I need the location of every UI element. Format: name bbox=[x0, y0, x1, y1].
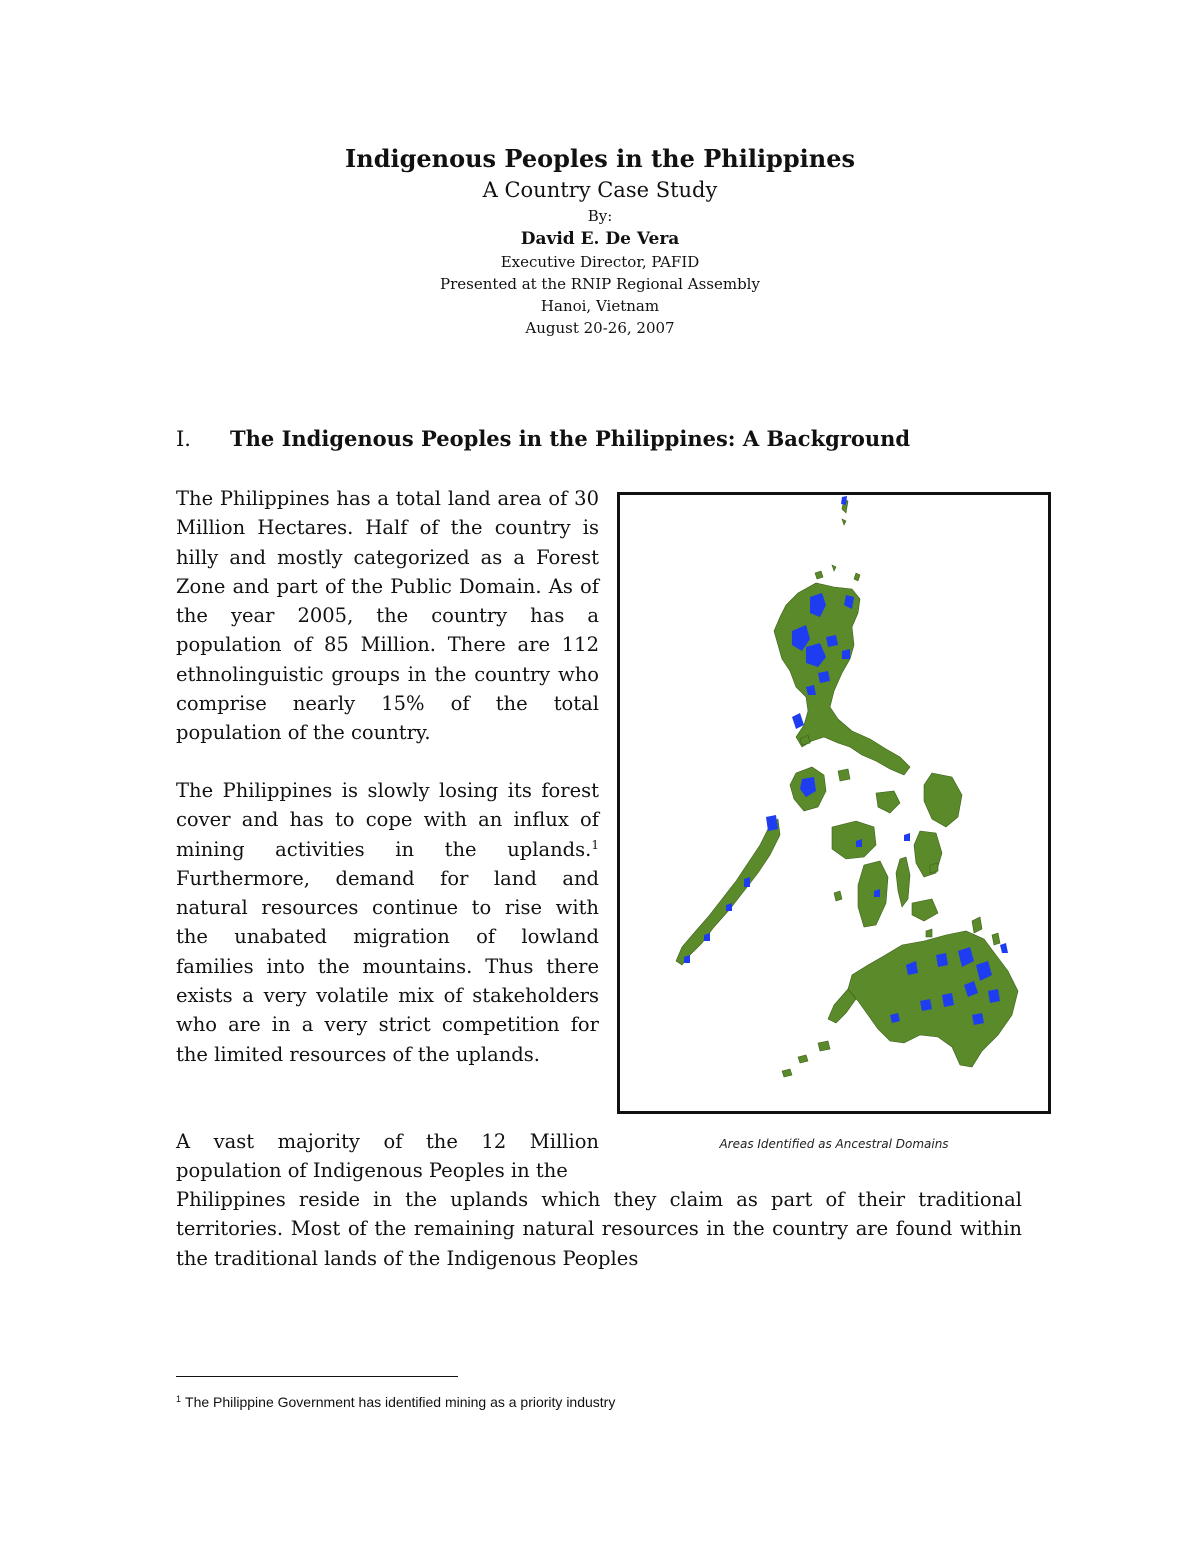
presented-at: Presented at the RNIP Regional Assembly bbox=[440, 275, 760, 293]
section-number: I. bbox=[176, 427, 191, 451]
paragraph-land-area: The Philippines has a total land area of 30 Million Hectares. Half of the country is hilly and mostly categorized as a Forest Zone and part of the Public Domain. As of the year 2005, the country has a population of 85 Million. There are 112 ethnolinguistic groups in the country who comprise nearly 15% of the total population of the country. bbox=[176, 487, 599, 745]
author-position: Executive Director, PAFID bbox=[500, 253, 700, 271]
date: August 20-26, 2007 bbox=[525, 319, 675, 337]
section-title: The Indigenous Peoples in the Philippines: A Background bbox=[230, 426, 911, 451]
philippines-map bbox=[620, 495, 1048, 1111]
paragraph-majority-continued: Philippines reside in the uplands which they claim as part of their traditional territories. Most of the remaining natural resources in the country are found within the traditional lands of the Indigenous Peoples bbox=[176, 1188, 1022, 1270]
footnote-divider bbox=[176, 1376, 458, 1377]
by-label: By: bbox=[587, 207, 613, 225]
section-heading bbox=[176, 424, 910, 454]
paragraph-forest-cover-text: The Philippines is slowly losing its forest cover and has to cope with an influx of mining activities in the uplands. bbox=[176, 779, 599, 861]
footnote-reference[interactable]: 1 bbox=[591, 837, 599, 852]
map-caption: Areas Identified as Ancestral Domains bbox=[719, 1137, 949, 1151]
footnote-text: The Philippine Government has identified mining as a priority industry bbox=[185, 1394, 616, 1410]
document-title: Indigenous Peoples in the Philippines bbox=[345, 144, 855, 173]
paragraph-forest-cover-continued: Furthermore, demand for land and natural resources continue to rise with the unabated migration of lowland families into the mountains. Thus there exists a very volatile mix of stakeholders who are in a very strict competition for the limited resources of the uplands. bbox=[176, 866, 599, 1066]
philippines-map-figure bbox=[617, 492, 1051, 1114]
document-subtitle: A Country Case Study bbox=[482, 178, 718, 202]
author-name: David E. De Vera bbox=[520, 229, 680, 249]
paragraph-forest-cover bbox=[176, 776, 599, 1069]
location: Hanoi, Vietnam bbox=[540, 297, 660, 315]
title-block bbox=[0, 143, 1200, 339]
footnote-marker: 1 bbox=[176, 1394, 182, 1404]
paragraph-majority-start: A vast majority of the 12 Million population of Indigenous Peoples in the bbox=[176, 1130, 599, 1183]
footnote bbox=[176, 1394, 615, 1410]
